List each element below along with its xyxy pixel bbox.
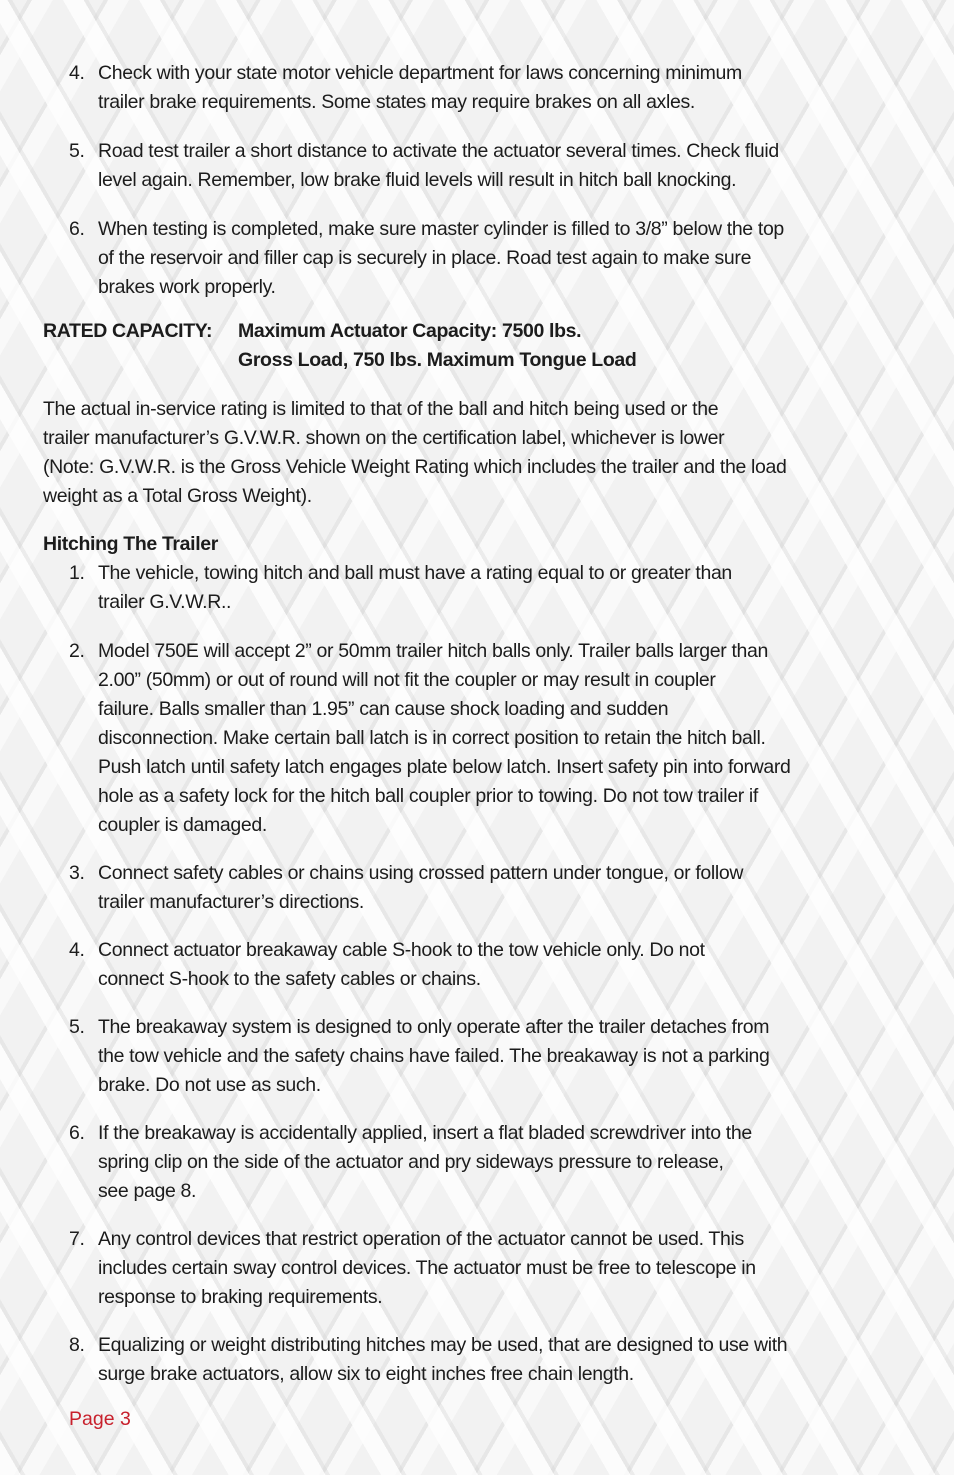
item-line: spring clip on the side of the actuator and pry sideways pressure to release, — [98, 1151, 724, 1173]
item-number: 2. — [69, 640, 85, 662]
item-number: 4. — [69, 62, 85, 84]
item-line: trailer brake requirements. Some states may require brakes on all axles. — [98, 91, 695, 113]
item-line: coupler is damaged. — [98, 814, 267, 836]
list-item — [0, 637, 791, 859]
testing-list — [0, 59, 954, 302]
item-line: Connect safety cables or chains using crossed pattern under tongue, or follow — [98, 862, 744, 884]
item-number: 5. — [69, 1016, 85, 1038]
capacity-line-2: Gross Load, 750 lbs. Maximum Tongue Load — [238, 349, 637, 371]
list-item — [0, 559, 732, 637]
item-number: 3. — [69, 862, 85, 884]
item-line: failure. Balls smaller than 1.95” can cause shock loading and sudden — [98, 698, 669, 720]
item-line: Push latch until safety latch engages plate below latch. Insert safety pin into forward — [98, 756, 791, 778]
item-line: see page 8. — [98, 1180, 197, 1202]
paragraph-line: The actual in-service rating is limited to that of the ball and hitch being used or the — [43, 398, 719, 420]
item-line: If the breakaway is accidentally applied, insert a flat bladed screwdriver into the — [98, 1122, 752, 1144]
capacity-label: RATED CAPACITY: — [43, 320, 213, 342]
item-line: trailer manufacturer’s directions. — [98, 891, 364, 913]
item-line: of the reservoir and filler cap is securely in place. Road test again to make sure — [98, 247, 752, 269]
page-number: Page 3 — [69, 1408, 131, 1430]
item-line: disconnection. Make certain ball latch is in correct position to retain the hitch ball. — [98, 727, 766, 749]
item-line: The vehicle, towing hitch and ball must have a rating equal to or greater than — [98, 562, 732, 584]
rating-paragraph — [43, 395, 786, 511]
item-line: surge brake actuators, allow six to eight inches free chain length. — [98, 1363, 634, 1385]
item-line: level again. Remember, low brake fluid levels will result in hitch ball knocking. — [98, 169, 737, 191]
item-line: Check with your state motor vehicle department for laws concerning minimum — [98, 62, 742, 84]
item-line: brake. Do not use as such. — [98, 1074, 321, 1096]
list-item — [0, 215, 784, 302]
item-number: 4. — [69, 939, 85, 961]
item-line: connect S-hook to the safety cables or chains. — [98, 968, 481, 990]
list-item — [0, 59, 742, 137]
item-line: hole as a safety lock for the hitch ball coupler prior to towing. Do not tow trailer if — [98, 785, 758, 807]
item-line: includes certain sway control devices. The actuator must be free to telescope in — [98, 1257, 756, 1279]
item-number: 6. — [69, 218, 85, 240]
hitching-list — [0, 559, 954, 1389]
item-line: trailer G.V.W.R.. — [98, 591, 232, 613]
section-heading: Hitching The Trailer — [43, 533, 219, 555]
item-number: 7. — [69, 1228, 85, 1250]
paragraph-line: weight as a Total Gross Weight). — [43, 485, 312, 507]
list-item — [0, 1119, 752, 1225]
item-line: Road test trailer a short distance to activate the actuator several times. Check fluid — [98, 140, 779, 162]
item-number: 1. — [69, 562, 85, 584]
item-line: Connect actuator breakaway cable S-hook to the tow vehicle only. Do not — [98, 939, 705, 961]
item-line: the tow vehicle and the safety chains have failed. The breakaway is not a parking — [98, 1045, 770, 1067]
item-number: 6. — [69, 1122, 85, 1144]
item-line: 2.00” (50mm) or out of round will not fit the coupler or may result in coupler — [98, 669, 716, 691]
list-item — [0, 1013, 770, 1119]
item-line: response to braking requirements. — [98, 1286, 383, 1308]
item-line: brakes work properly. — [98, 276, 276, 298]
item-line: Equalizing or weight distributing hitches may be used, that are designed to use with — [98, 1334, 788, 1356]
list-item — [0, 1331, 787, 1389]
list-item — [0, 1225, 756, 1331]
list-item — [0, 936, 705, 1013]
item-number: 8. — [69, 1334, 85, 1356]
item-line: Any control devices that restrict operation of the actuator cannot be used. This — [98, 1228, 744, 1250]
item-line: When testing is completed, make sure master cylinder is filled to 3/8” below the top — [98, 218, 784, 240]
item-number: 5. — [69, 140, 85, 162]
list-item — [0, 859, 743, 936]
paragraph-line: (Note: G.V.W.R. is the Gross Vehicle Weight Rating which includes the trailer and the load — [43, 456, 787, 478]
item-line: The breakaway system is designed to only operate after the trailer detaches from — [98, 1016, 770, 1038]
capacity-line-1: Maximum Actuator Capacity: 7500 lbs. — [238, 320, 582, 342]
list-item — [0, 137, 779, 215]
item-line: Model 750E will accept 2” or 50mm trailer hitch balls only. Trailer balls larger than — [98, 640, 769, 662]
paragraph-line: trailer manufacturer’s G.V.W.R. shown on the certification label, whichever is lower — [43, 427, 725, 449]
